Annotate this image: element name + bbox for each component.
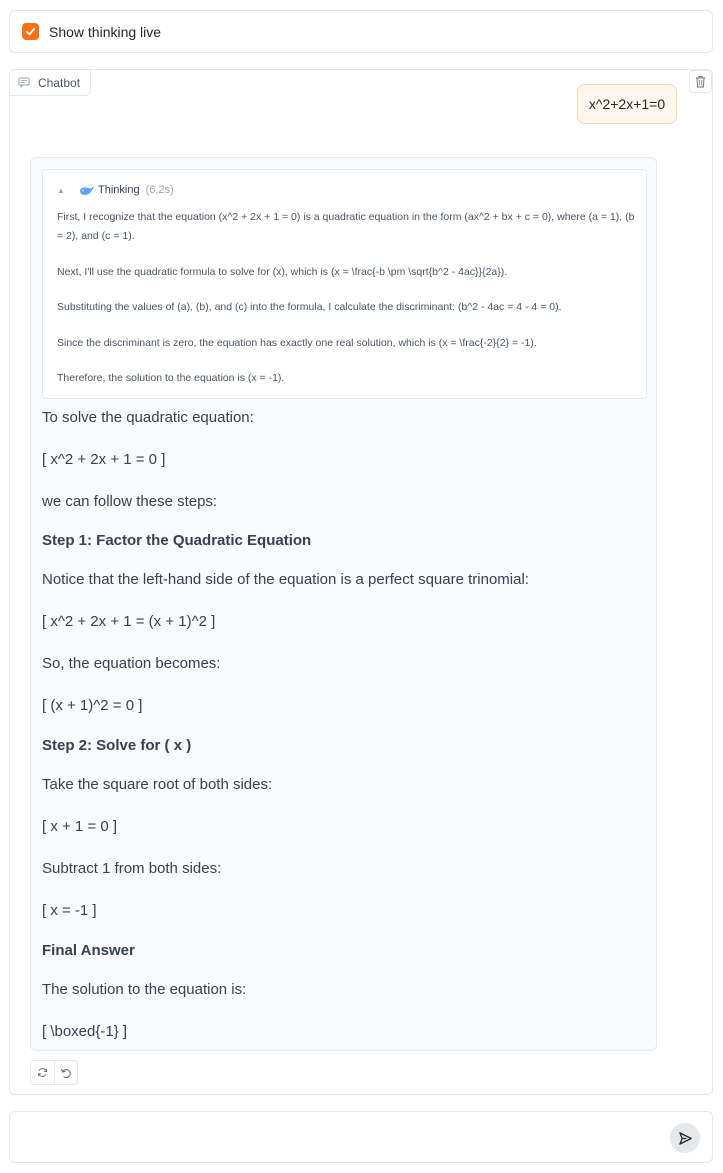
answer-equation: [ \boxed{-1} ] xyxy=(42,1023,128,1040)
clear-chat-button[interactable] xyxy=(689,70,712,93)
answer-equation: [ x^2 + 2x + 1 = (x + 1)^2 ] xyxy=(42,613,216,630)
whale-icon xyxy=(79,184,94,196)
chat-bubble-icon xyxy=(18,77,30,88)
thinking-paragraph: Therefore, the solution to the equation is (x = -1). xyxy=(57,372,285,384)
thinking-title: Thinking xyxy=(98,184,140,196)
answer-equation: [ x^2 + 2x + 1 = 0 ] xyxy=(42,451,166,468)
answer-equation: [ (x + 1)^2 = 0 ] xyxy=(42,697,143,714)
user-message-bubble xyxy=(577,84,677,124)
answer-line: The solution to the equation is: xyxy=(42,981,247,998)
message-input[interactable] xyxy=(22,1124,662,1152)
undo-button[interactable] xyxy=(54,1061,77,1084)
chatbot-tab xyxy=(9,69,91,96)
chatbot-tab-label: Chatbot xyxy=(38,75,81,90)
answer-line: So, the equation becomes: xyxy=(42,655,221,672)
bot-message-bubble xyxy=(30,157,657,1051)
send-button[interactable] xyxy=(670,1123,700,1153)
answer-line: Take the square root of both sides: xyxy=(42,776,273,793)
checkmark-icon xyxy=(25,26,36,37)
thinking-paragraph: Substituting the values of (a), (b), and (c) into the formula, I calculate the discriminant: (b^2 - 4ac = 4 - 4 = 0). xyxy=(57,301,562,313)
send-icon xyxy=(678,1131,693,1146)
thinking-paragraph: Next, I'll use the quadratic formula to solve for (x), which is (x = \frac{-b \pm \sqrt{b^2 - 4ac}}{2a}). xyxy=(57,266,508,278)
answer-equation: [ x + 1 = 0 ] xyxy=(42,818,118,835)
trash-icon xyxy=(695,75,706,88)
answer-heading: Step 1: Factor the Quadratic Equation xyxy=(42,532,312,549)
answer-line: To solve the quadratic equation: xyxy=(42,409,254,426)
answer-line: we can follow these steps: xyxy=(42,493,218,510)
user-message-text: x^2+2x+1=0 xyxy=(588,96,666,112)
chatbot-panel xyxy=(9,69,713,1095)
show-thinking-checkbox[interactable] xyxy=(22,23,39,40)
message-input-panel xyxy=(9,1111,713,1163)
thinking-toggle-row xyxy=(9,10,713,53)
answer-line: Notice that the left-hand side of the equation is a perfect square trinomial: xyxy=(42,571,529,588)
thinking-panel xyxy=(42,169,647,399)
retry-icon xyxy=(37,1067,48,1078)
thinking-paragraph: Since the discriminant is zero, the equation has exactly one real solution, which is (x = \frac{-2}{2} = -1). xyxy=(57,337,537,349)
answer-equation: [ x = -1 ] xyxy=(42,902,97,919)
retry-button[interactable] xyxy=(31,1061,54,1084)
undo-icon xyxy=(60,1067,72,1079)
thinking-duration: (6.2s) xyxy=(145,184,174,196)
message-actions xyxy=(30,1060,78,1085)
show-thinking-label[interactable]: Show thinking live xyxy=(49,23,162,40)
chevron-up-icon[interactable]: ▲ xyxy=(57,185,65,195)
thinking-header[interactable] xyxy=(57,184,174,196)
thinking-paragraph: First, I recognize that the equation (x^2 + 2x + 1 = 0) is a quadratic equation in the form (ax^2 + bx + c = 0), where (a = 1), (b = 2), and (c = 1). xyxy=(57,211,635,242)
answer-heading: Final Answer xyxy=(42,942,135,959)
answer-heading: Step 2: Solve for ( x ) xyxy=(42,737,192,754)
answer-line: Subtract 1 from both sides: xyxy=(42,860,222,877)
